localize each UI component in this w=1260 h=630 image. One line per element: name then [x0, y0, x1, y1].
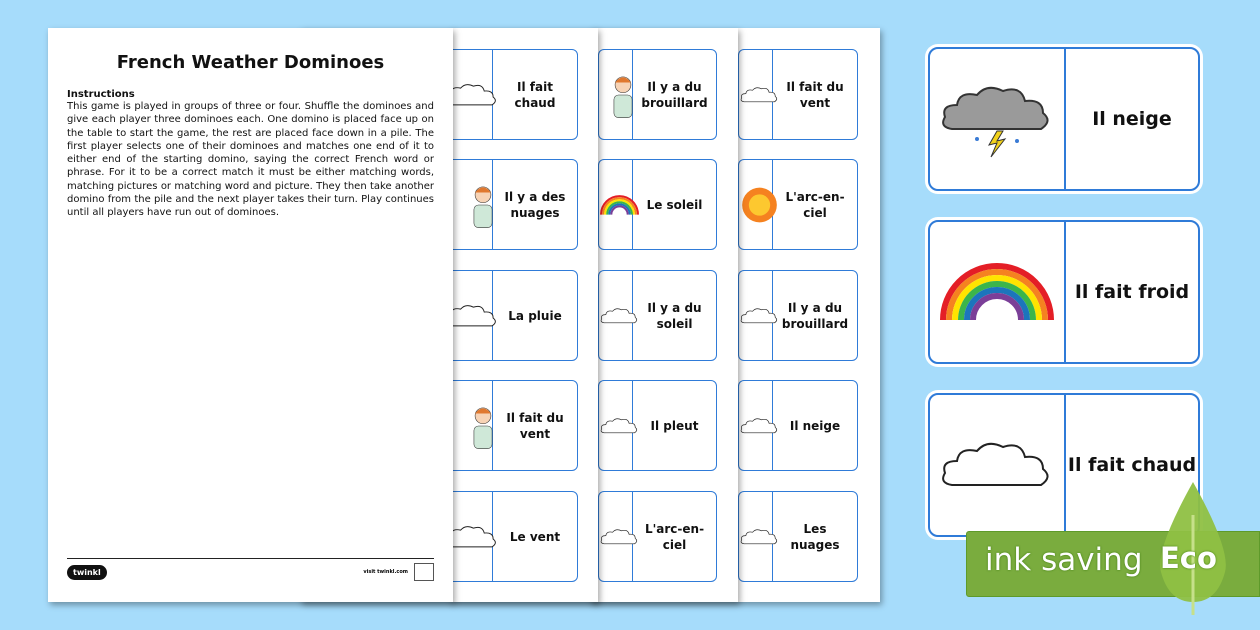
domino-label: Il y a des nuages [504, 189, 566, 220]
domino-label: Il y a du brouillard [641, 79, 708, 110]
large-domino-card [928, 47, 1200, 191]
eco-text: ink saving [985, 542, 1143, 578]
domino-label: Il fait chaud [514, 79, 556, 110]
domino-card [440, 380, 578, 471]
domino-card [738, 49, 858, 140]
visit-link: visit twinkl.com [363, 569, 408, 575]
domino-card [598, 159, 717, 250]
instructions-text: This game is played in groups of three or four. Shuffle the dominoes and give each player three dominoes each. One domino is placed face up on the table to start the game, the rest are placed face down in a pile. The first player selects one of their dominoes and matches one end of it to either end of the starting domino, saying the correct French word or phrase. For it to be a correct match it must be either matching words, matching pictures or matching word and picture. They then take another domino from the pile and the next player takes their turn. Play continues until all players have run out of dominoes. [67, 101, 434, 219]
person-icon [599, 50, 633, 139]
cloud-icon [739, 50, 773, 139]
domino-label: Il neige [1092, 108, 1172, 130]
domino-card [598, 380, 717, 471]
rainbow-icon [599, 160, 633, 249]
storm-cloud-icon [930, 49, 1066, 189]
domino-label: Il fait du vent [786, 79, 844, 110]
domino-label: L'arc-en-ciel [644, 521, 705, 552]
quality-badge-icon [414, 563, 434, 581]
domino-label: Il neige [789, 418, 841, 433]
domino-card [440, 49, 578, 140]
eco-badge: Eco [1160, 541, 1217, 575]
instructions-heading: Instructions [67, 89, 135, 100]
domino-label: L'arc-en-ciel [785, 189, 845, 220]
cloud-icon [599, 492, 633, 581]
large-domino-card [928, 220, 1200, 364]
domino-card [440, 159, 578, 250]
domino-label: Il fait chaud [1067, 454, 1197, 476]
domino-card [598, 491, 717, 582]
domino-card [738, 270, 858, 361]
domino-label: Il fait du vent [506, 410, 564, 441]
domino-label: Il y a du brouillard [781, 300, 849, 331]
rainbow-icon [930, 222, 1066, 362]
domino-card [598, 49, 717, 140]
domino-label: La pluie [508, 308, 562, 323]
domino-card [440, 270, 578, 361]
instructions-page [48, 28, 453, 602]
domino-label: Il fait froid [1074, 281, 1190, 303]
cloud-icon [599, 381, 633, 470]
page-title: French Weather Dominoes [116, 52, 385, 73]
cloud-icon [739, 492, 773, 581]
domino-label: Le vent [509, 529, 561, 544]
domino-card [738, 380, 858, 471]
domino-card [440, 491, 578, 582]
page-footer [67, 558, 434, 577]
domino-card [598, 270, 717, 361]
domino-label: Les nuages [790, 521, 840, 552]
cloud-icon [599, 271, 633, 360]
domino-card [738, 491, 858, 582]
domino-label: Il y a du soleil [647, 300, 702, 331]
sun-icon [739, 160, 773, 249]
domino-label: Le soleil [646, 197, 703, 212]
domino-card [738, 159, 858, 250]
twinkl-logo: twinkl [67, 565, 107, 580]
domino-label: Il pleut [650, 418, 699, 433]
cloud-icon [930, 395, 1066, 535]
cloud-icon [739, 271, 773, 360]
cloud-icon [739, 381, 773, 470]
